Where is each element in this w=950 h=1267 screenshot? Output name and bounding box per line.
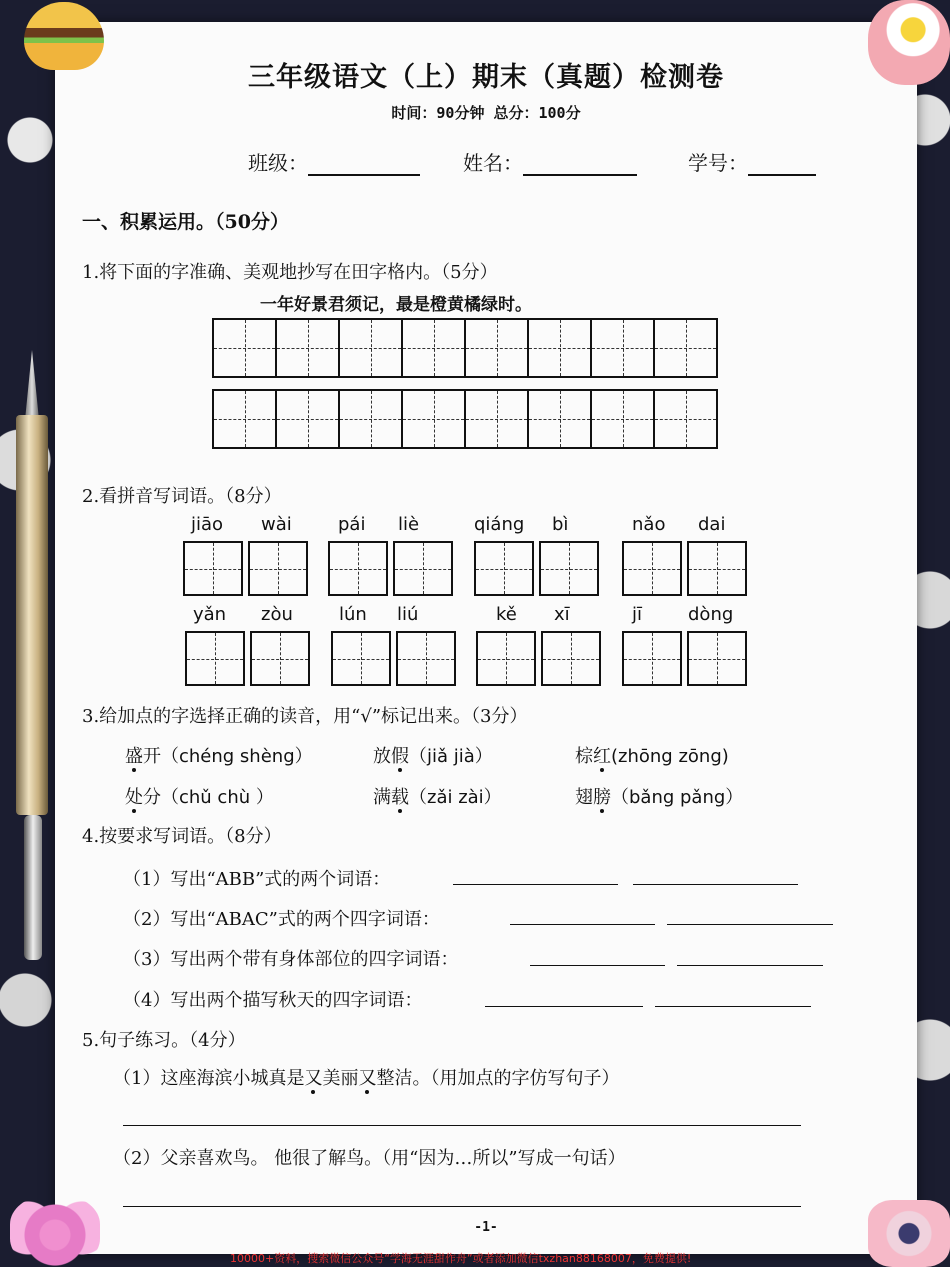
id-field: 学号：: [688, 147, 816, 176]
page-title: 三年级语文（上）期末（真题）检测卷: [248, 62, 724, 93]
answer-line[interactable]: [485, 1006, 643, 1007]
pronunciation-choice[interactable]: 翅膀（bǎng pǎng）: [575, 787, 744, 808]
pronunciation-choice[interactable]: 放假（jiǎ jià）: [373, 746, 493, 767]
answer-cell[interactable]: [185, 631, 245, 686]
word-task: （2）写出“ABAC”式的两个四字词语：: [123, 909, 440, 930]
pinyin-label: pái: [338, 514, 366, 535]
id-blank[interactable]: [748, 152, 816, 176]
tianzige-cell[interactable]: [401, 318, 466, 378]
answer-cell[interactable]: [331, 631, 391, 686]
pinyin-label: jī: [632, 604, 643, 625]
pinyin-label: nǎo: [632, 514, 666, 535]
answer-line[interactable]: [633, 884, 798, 885]
tianzige-cell[interactable]: [590, 318, 655, 378]
answer-cell[interactable]: [248, 541, 308, 596]
pinyin-label: jiāo: [191, 514, 224, 535]
answer-cell[interactable]: [474, 541, 534, 596]
pen-tip: [25, 350, 39, 420]
pinyin-label: zòu: [261, 604, 293, 625]
answer-cell[interactable]: [328, 541, 388, 596]
answer-cell[interactable]: [687, 631, 747, 686]
pink-bow-decoration: [10, 1196, 100, 1267]
tianzige-cell[interactable]: [527, 389, 592, 449]
question-4: 4.按要求写词语。（8分）: [82, 826, 282, 847]
word-task: （3）写出两个带有身体部位的四字词语：: [123, 949, 459, 970]
candy-decoration: [868, 1200, 950, 1267]
tianzige-cell[interactable]: [212, 318, 277, 378]
pinyin-label: liè: [398, 514, 420, 535]
pinyin-label: wài: [261, 514, 292, 535]
answer-cell[interactable]: [541, 631, 601, 686]
pronunciation-choice[interactable]: 棕红(zhōng zōng): [575, 746, 729, 767]
pinyin-label: lún: [339, 604, 367, 625]
answer-cell[interactable]: [476, 631, 536, 686]
verse-text: 一年好景君须记，最是橙黄橘绿时。: [260, 295, 532, 315]
tianzige-cell[interactable]: [590, 389, 655, 449]
tianzige-cell[interactable]: [401, 389, 466, 449]
answer-cell[interactable]: [183, 541, 243, 596]
question-5: 5.句子练习。（4分）: [82, 1030, 246, 1051]
tianzige-cell[interactable]: [653, 318, 718, 378]
sentence-task-2: （2）父亲喜欢鸟。 他很了解鸟。（用“因为…所以”写成一句话）: [113, 1148, 626, 1169]
answer-line[interactable]: [123, 1206, 801, 1207]
tianzige-cell[interactable]: [212, 389, 277, 449]
pinyin-label: bì: [552, 514, 569, 535]
class-blank[interactable]: [308, 152, 420, 176]
word-task: （1）写出“ABB”式的两个词语：: [123, 869, 391, 890]
exam-paper: [55, 22, 917, 1254]
footer-watermark: 10000+资料，搜索微信公众号“学海无涯甜作舟”或者添加微信txzhan88168007，免费提供!: [230, 1252, 692, 1265]
pronunciation-choice[interactable]: 盛开（chéng shèng）: [125, 746, 313, 767]
tianzige-cell[interactable]: [653, 389, 718, 449]
tianzige-cell[interactable]: [338, 318, 403, 378]
egg-toy-decoration: [868, 0, 950, 85]
tianzige-cell[interactable]: [338, 389, 403, 449]
pinyin-label: qiáng: [474, 514, 525, 535]
answer-cell[interactable]: [539, 541, 599, 596]
answer-line[interactable]: [667, 924, 833, 925]
answer-line[interactable]: [123, 1125, 801, 1126]
pinyin-label: dai: [698, 514, 726, 535]
pinyin-label: dòng: [688, 604, 734, 625]
answer-cell[interactable]: [393, 541, 453, 596]
pinyin-label: kě: [496, 604, 517, 625]
burger-toy-decoration: [24, 2, 104, 70]
tianzige-cell[interactable]: [275, 318, 340, 378]
answer-cell[interactable]: [250, 631, 310, 686]
question-3: 3.给加点的字选择正确的读音，用“√”标记出来。（3分）: [82, 706, 528, 727]
class-field: 班级：: [248, 147, 420, 176]
pen-clip: [24, 815, 42, 960]
name-blank[interactable]: [523, 152, 637, 176]
answer-line[interactable]: [530, 965, 665, 966]
pinyin-label: xī: [554, 604, 570, 625]
tianzige-cell[interactable]: [464, 389, 529, 449]
answer-line[interactable]: [677, 965, 823, 966]
tianzige-row-1: [212, 318, 718, 378]
name-field: 姓名：: [463, 147, 637, 176]
pen-body: [16, 415, 48, 815]
pronunciation-choice[interactable]: 处分（chǔ chù ）: [125, 787, 274, 808]
pinyin-label: yǎn: [193, 604, 227, 625]
word-task: （4）写出两个描写秋天的四字词语：: [123, 990, 423, 1011]
pinyin-label: liú: [397, 604, 419, 625]
answer-cell[interactable]: [687, 541, 747, 596]
answer-line[interactable]: [655, 1006, 811, 1007]
tianzige-row-2: [212, 389, 718, 449]
tianzige-cell[interactable]: [527, 318, 592, 378]
question-1: 1.将下面的字准确、美观地抄写在田字格内。（5分）: [82, 262, 498, 283]
tianzige-cell[interactable]: [275, 389, 340, 449]
question-2: 2.看拼音写词语。（8分）: [82, 486, 282, 507]
tianzige-cell[interactable]: [464, 318, 529, 378]
exam-time-score: 时间：90分钟 总分：100分: [391, 104, 581, 122]
answer-cell[interactable]: [622, 541, 682, 596]
answer-line[interactable]: [453, 884, 618, 885]
sentence-task-1: （1）这座海滨小城真是又美丽又整洁。（用加点的字仿写句子）: [113, 1068, 620, 1089]
page-number: -1-: [474, 1220, 498, 1235]
pen-decoration: [14, 350, 50, 960]
answer-cell[interactable]: [622, 631, 682, 686]
section-heading: 一、积累运用。（50分）: [82, 211, 289, 233]
answer-cell[interactable]: [396, 631, 456, 686]
pronunciation-choice[interactable]: 满载（zǎi zài）: [373, 787, 502, 808]
answer-line[interactable]: [510, 924, 655, 925]
